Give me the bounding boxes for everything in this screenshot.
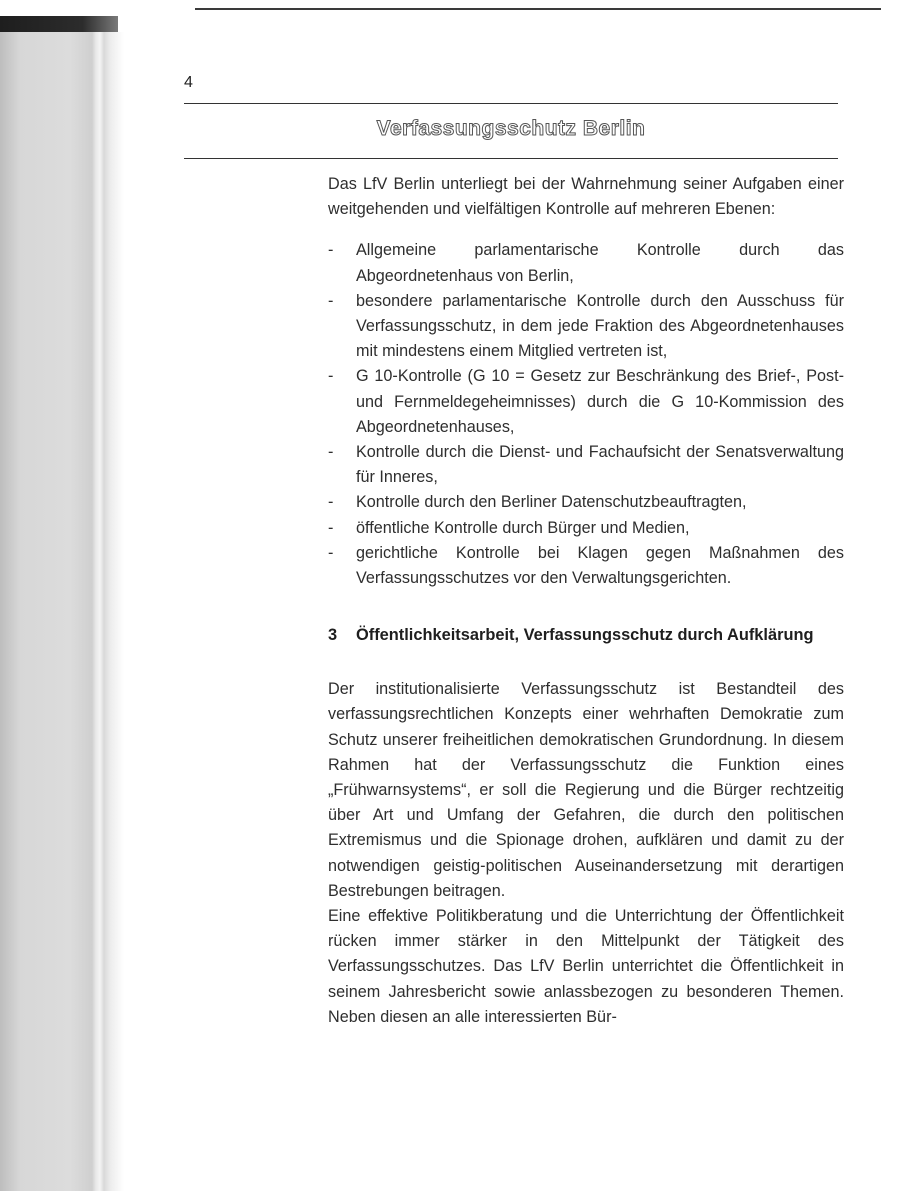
page-number: 4 <box>184 74 193 91</box>
scan-shadow-corner <box>0 16 118 32</box>
list-item: - Allgemeine parlamentarische Kontrolle durch das Abgeordnetenhaus von Berlin, <box>328 238 844 288</box>
list-item: - Kontrolle durch den Berliner Datenschutzbeauftragten, <box>328 490 844 515</box>
section-title: Öffentlichkeitsarbeit, Verfassungsschutz durch Aufklärung <box>356 626 814 645</box>
book-spine-shadow <box>0 32 124 1191</box>
header-rule-top <box>184 103 838 104</box>
section-heading <box>328 623 844 647</box>
list-item: - Kontrolle durch die Dienst- und Fachaufsicht der Senatsverwaltung für Inneres, <box>328 440 844 490</box>
page-body <box>328 172 844 1030</box>
list-item: - G 10-Kontrolle (G 10 = Gesetz zur Beschränkung des Brief-, Post- und Fernmeldegeheimnisses) durch die G 10-Kommission des Abgeordnetenhauses, <box>328 364 844 440</box>
list-item: - besondere parlamentarische Kontrolle durch den Ausschuss für Verfassungsschutz, in dem jede Fraktion des Abgeordnetenhauses mit mindestens einem Mitglied vertreten ist, <box>328 289 844 365</box>
list-item: - gerichtliche Kontrolle bei Klagen gegen Maßnahmen des Verfassungsschutzes vor den Verwaltungsgerichten. <box>328 541 844 591</box>
intro-paragraph: Das LfV Berlin unterliegt bei der Wahrnehmung seiner Aufgaben einer weitgehenden und vielfältigen Kontrolle auf mehreren Ebenen: <box>328 175 844 219</box>
top-edge-rule <box>195 8 881 10</box>
running-header-title: Verfassungsschutz Berlin <box>376 117 646 140</box>
section-body <box>328 677 844 1030</box>
section-number: 3 <box>328 626 338 645</box>
body-paragraph: Der institutionalisierte Verfassungsschutz ist Bestandteil des verfassungsrechtlichen Konzepts einer wehrhaften Demokratie zum Schutz unserer freiheitlichen demokratischen Grundordnung. In diesem Rahmen hat der Verfassungsschutz die Funktion eines „Frühwarnsystems“, er soll die Regierung und die Bürger rechtzeitig über Art und Umfang der Gefahren, die durch den politischen Extremismus und die Spionage drohen, aufklären und damit zu der notwendigen geistig-politischen Auseinandersetzung mit derartigen Bestrebungen beitragen. <box>328 680 844 900</box>
header-rule-bottom <box>184 158 838 159</box>
control-list <box>328 238 844 591</box>
body-paragraph: Eine effektive Politikberatung und die Unterrichtung der Öffentlichkeit rücken immer stärker in den Mittelpunkt der Tätigkeit des Verfassungsschutzes. Das LfV Berlin unterrichtet die Öffentlichkeit in seinem Jahresbericht sowie anlassbezogen zu besonderen Themen. Neben diesen an alle interessierten Bür- <box>328 907 844 1026</box>
list-item: - öffentliche Kontrolle durch Bürger und Medien, <box>328 516 844 541</box>
